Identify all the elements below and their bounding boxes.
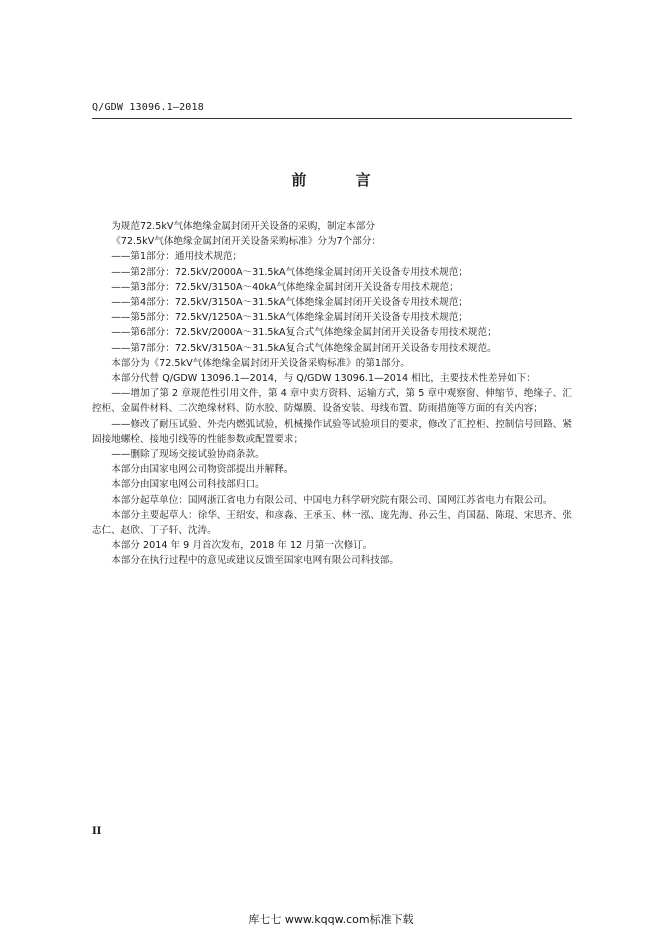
paragraph: 《72.5kV气体绝缘金属封闭开关设备采购标准》分为7个部分：	[111, 236, 382, 248]
paragraph: 本部分在执行过程中的意见或建议反馈至国家电网有限公司科技部。	[111, 555, 399, 567]
list-item: ——第1部分：通用技术规范；	[111, 251, 243, 263]
list-item: ——增加了第 2 章规范性引用文件，第 4 章中卖方资料、运输方式，第 5 章中观察窗、伸缩节、绝缘子、汇控柜、金属件材料、二次绝缘材料、防水胶、防爆膜、设备安装、母线布置、防雨措施等方面的有关内容；	[92, 388, 572, 415]
foreword-body	[92, 219, 572, 569]
paragraph: 本部分由国家电网公司科技部归口。	[111, 479, 265, 491]
page-number: II	[92, 826, 102, 837]
paragraph: 本部分为《72.5kV气体绝缘金属封闭开关设备采购标准》的第1部分。	[111, 357, 410, 369]
paragraph: 本部分代替 Q/GDW 13096.1—2014，与 Q/GDW 13096.1—2014 相比，主要技术性差异如下：	[111, 373, 536, 385]
list-item: ——删除了现场交接试验协商条款。	[111, 449, 265, 461]
page-title-text: 前 言	[291, 171, 393, 189]
list-item: ——第7部分：72.5kV/3150A～31.5kA复合式气体绝缘金属封闭开关设备专用技术规范。	[111, 342, 497, 354]
paragraph: 本部分起草单位：国网浙江省电力有限公司、中国电力科学研究院有限公司、国网江苏省电力有限公司。	[111, 494, 553, 506]
footer-watermark-text: 库七七 www.kqqw.com标准下载	[248, 913, 414, 926]
paragraph: 本部分 2014 年 9 月首次发布，2018 年 12 月第一次修订。	[111, 540, 373, 552]
page-title	[0, 169, 662, 190]
list-item: ——第2部分：72.5kV/2000A～31.5kA气体绝缘金属封闭开关设备专用技术规范；	[111, 266, 468, 278]
list-item: ——第3部分：72.5kV/3150A～40kA气体绝缘金属封闭开关设备专用技术规范；	[111, 281, 459, 293]
header-divider	[92, 118, 572, 119]
list-item: ——第4部分：72.5kV/3150A～31.5kA气体绝缘金属封闭开关设备专用技术规范；	[111, 297, 468, 309]
list-item: ——修改了耐压试验、外壳内燃弧试验，机械操作试验等试验项目的要求，修改了汇控柜、控制信号回路、紧固接地螺栓、接地引线等的性能参数或配置要求；	[92, 418, 572, 445]
document-code: Q/GDW 13096.1—2018	[92, 102, 204, 113]
list-item: ——第6部分：72.5kV/2000A～31.5kA复合式气体绝缘金属封闭开关设备专用技术规范；	[111, 327, 497, 339]
paragraph: 本部分主要起草人：徐华、王绍安、和彦淼、王承玉、林一泓、庞先海、孙云生、肖国磊、陈琨、宋思齐、张志仁、赵欣、丁子轩、沈涛。	[92, 509, 572, 537]
list-item: ——第5部分：72.5kV/1250A～31.5kA气体绝缘金属封闭开关设备专用技术规范；	[111, 312, 468, 324]
paragraph: 本部分由国家电网公司物资部提出并解释。	[111, 464, 294, 476]
paragraph: 为规范72.5kV气体绝缘金属封闭开关设备的采购，制定本部分	[111, 221, 375, 232]
